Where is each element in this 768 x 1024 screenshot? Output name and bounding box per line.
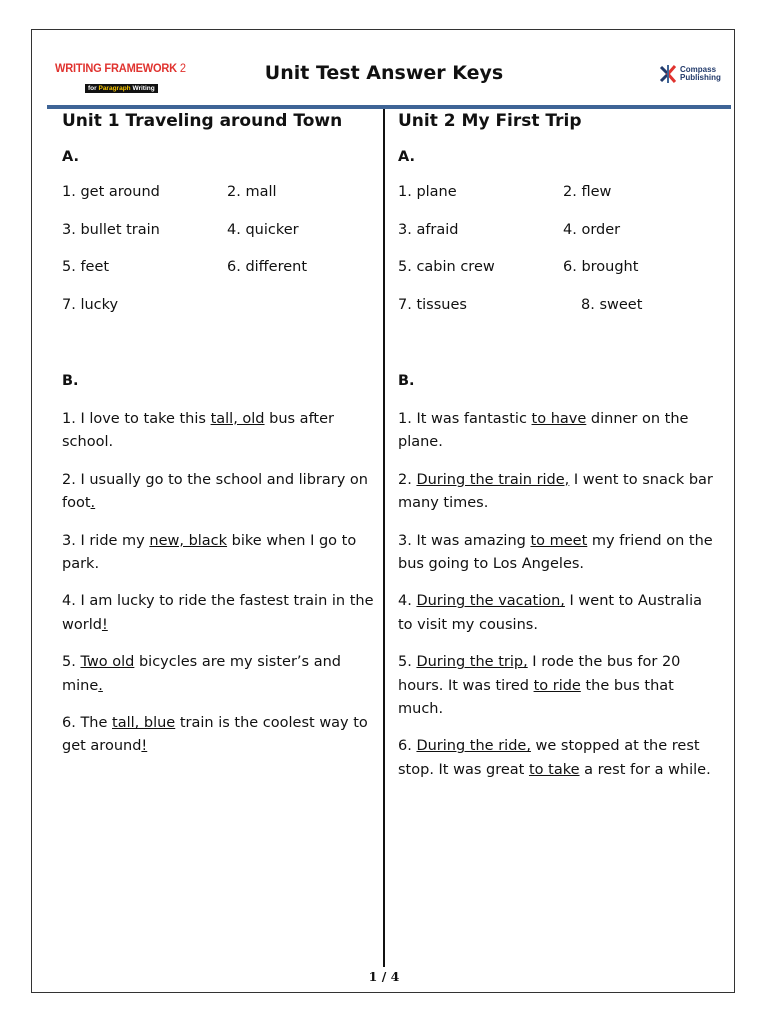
answer-sentence	[62, 712, 374, 758]
unit1-title: Unit 1 Traveling around Town	[62, 111, 343, 131]
unit2-title: Unit 2 My First Trip	[398, 111, 582, 131]
unit2-section-a-label: A.	[398, 149, 415, 165]
answer-item: 1. get around	[62, 184, 160, 200]
sentence-text: I went to snack bar many times.	[398, 471, 713, 511]
logo-right-line2: Publishing	[680, 73, 721, 82]
logo-sub-c: Writing	[130, 85, 155, 92]
underlined-answer: tall, old	[210, 410, 265, 427]
underlined-answer: .	[98, 677, 103, 694]
answer-item: 6. brought	[563, 259, 639, 276]
sentence-text: 2. I usually go to the school and library on foot	[62, 471, 368, 511]
unit2-section-a-answers	[398, 184, 713, 335]
underlined-answer: During the vacation,	[416, 593, 565, 610]
unit2-column	[398, 111, 713, 796]
sentence-text: 1. I love to take this	[62, 410, 211, 427]
answer-item: 4. order	[563, 221, 621, 238]
underlined-answer: During the ride,	[416, 738, 531, 755]
sentence-text: 6.	[398, 738, 417, 755]
sentence-text: bus after school.	[62, 410, 334, 450]
sentence-text: 3. It was amazing	[398, 532, 531, 549]
underlined-answer: tall, blue	[112, 715, 176, 732]
sentence-text: my friend on the bus going to Los Angeles.	[398, 532, 713, 572]
sentence-text: 6. The	[62, 715, 113, 732]
column-divider	[383, 109, 385, 967]
header-divider-bar	[47, 105, 731, 109]
answer-sentence	[398, 408, 713, 454]
answer-item: 8. sweet	[581, 297, 643, 314]
sentence-text: the bus that much.	[398, 677, 674, 717]
underlined-answer: Two old	[80, 654, 135, 671]
underlined-answer: .	[90, 494, 96, 511]
sentence-text: 1. It was fantastic	[398, 410, 532, 427]
sentence-text: I went to Australia to visit my cousins.	[398, 593, 702, 633]
underlined-answer: !	[141, 738, 148, 755]
logo-left-subtitle	[85, 84, 158, 93]
underlined-answer: During the train ride,	[416, 471, 570, 488]
answer-item: 2. flew	[563, 184, 612, 200]
underlined-answer: to take	[528, 761, 580, 778]
logo-sub-b: Paragraph	[98, 85, 131, 92]
compass-star-icon	[658, 64, 678, 84]
unit1-section-a-label: A.	[62, 149, 79, 165]
answer-item: 3. afraid	[398, 221, 459, 238]
page-number: 1 / 4	[368, 969, 400, 984]
sentence-text: 4. I am lucky to ride the fastest train in the world	[62, 593, 374, 633]
sentence-text: bicycles are my sister’s and mine	[62, 654, 341, 694]
answer-sentence	[62, 590, 374, 636]
answer-item: 5. feet	[62, 259, 110, 276]
sentence-text: I rode the bus for 20 hours. It was tired	[398, 654, 681, 694]
answer-item: 1. plane	[398, 184, 457, 200]
logo-left-main: WRITING FRAMEWORK	[55, 61, 177, 75]
unit1-section-b-answers	[62, 408, 374, 759]
sentence-text: 5.	[398, 654, 417, 671]
answer-sentence	[62, 469, 374, 515]
answer-item: 4. quicker	[227, 221, 299, 238]
answer-sentence	[398, 469, 713, 515]
answer-sentence	[398, 590, 713, 636]
sentence-text: 2.	[398, 471, 417, 488]
sentence-text: a rest for a while.	[579, 761, 711, 778]
unit1-section-a-answers	[62, 184, 374, 335]
unit2-section-b-answers	[398, 408, 713, 782]
answer-sentence	[398, 651, 713, 721]
underlined-answer: to meet	[530, 532, 588, 549]
sentence-text: 3. I ride my	[62, 532, 150, 549]
answer-sentence	[398, 735, 713, 781]
logo-sub-a: for	[88, 85, 99, 92]
sentence-text: dinner on the plane.	[398, 410, 689, 450]
compass-publishing-logo	[658, 64, 721, 84]
sentence-text: bike when I go to park.	[62, 532, 357, 572]
underlined-answer: During the trip,	[416, 654, 528, 671]
sentence-text: 4.	[398, 593, 417, 610]
answer-sentence	[398, 530, 713, 576]
logo-right-line1: Compass	[680, 65, 717, 74]
answer-item: 7. tissues	[398, 297, 467, 314]
sentence-text: we stopped at the rest stop. It was great	[398, 738, 700, 778]
sentence-text: train is the coolest way to get around	[62, 715, 368, 755]
underlined-answer: to have	[531, 410, 587, 427]
answer-sentence	[62, 530, 374, 576]
answer-item: 5. cabin crew	[398, 259, 495, 276]
answer-item: 2. mall	[227, 184, 277, 200]
answer-item: 7. lucky	[62, 297, 119, 314]
answer-sentence	[62, 651, 374, 697]
unit1-section-b-label: B.	[62, 372, 79, 389]
answer-item: 6. different	[227, 259, 308, 276]
underlined-answer: new, black	[149, 532, 228, 549]
sentence-text: 5.	[62, 654, 81, 671]
unit2-section-b-label: B.	[398, 372, 415, 389]
answer-sentence	[62, 408, 374, 454]
logo-left-number: 2	[179, 61, 186, 75]
underlined-answer: !	[101, 616, 108, 633]
unit1-column	[62, 111, 374, 773]
answer-item: 3. bullet train	[62, 221, 160, 238]
underlined-answer: to ride	[533, 677, 581, 694]
page-title: Unit Test Answer Keys	[264, 62, 504, 84]
